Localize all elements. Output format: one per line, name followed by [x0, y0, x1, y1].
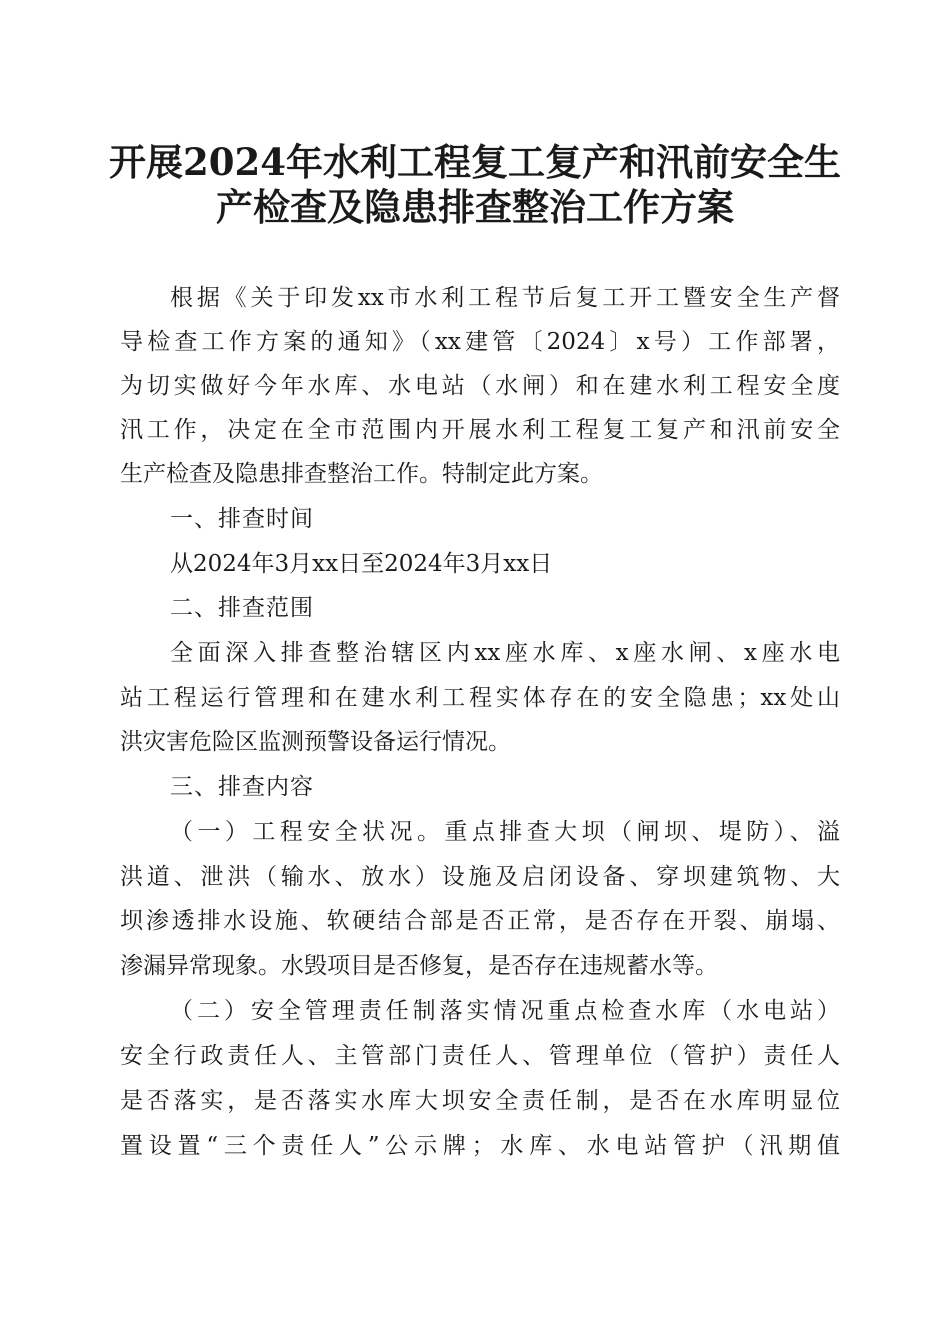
section-heading-content: 三、排查内容 — [170, 774, 314, 800]
content-item-1-line-2: 洪道、泄洪（输水、放水）设施及启闭设备、穿坝建筑物、大 — [120, 864, 840, 890]
content-item-1-line-1: （一）工程安全状况。重点排查大坝（闸坝、堤防）、溢 — [170, 819, 840, 845]
intro-line-4: 汛工作，决定在全市范围内开展水利工程复工复产和汛前安全 — [120, 417, 840, 443]
content-item-1-line-3: 坝渗透排水设施、软硬结合部是否正常，是否存在开裂、崩塌、 — [120, 908, 840, 934]
intro-line-1: 根据《关于印发xx市水利工程节后复工开工暨安全生产督 — [170, 285, 840, 311]
section-scope-line-1: 全面深入排查整治辖区内xx座水库、x座水闸、x座水电 — [170, 640, 840, 666]
section-heading-scope: 二、排查范围 — [170, 595, 314, 621]
content-item-2-line-4: 置设置“三个责任人”公示牌；水库、水电站管护（汛期值 — [120, 1133, 840, 1159]
section-heading-time: 一、排查时间 — [170, 506, 314, 532]
content-item-2-line-2: 安全行政责任人、主管部门责任人、管理单位（管护）责任人 — [120, 1043, 840, 1069]
document-title-line-2: 产检查及隐患排查整治工作方案 — [216, 185, 734, 229]
section-time-line-1: 从2024年3月xx日至2024年3月xx日 — [170, 551, 553, 577]
intro-line-2: 导检查工作方案的通知》（xx建管〔2024〕x号）工作部署， — [120, 329, 840, 355]
content-item-2-line-3: 是否落实，是否落实水库大坝安全责任制，是否在水库明显位 — [120, 1088, 840, 1114]
intro-line-3: 为切实做好今年水库、水电站（水闸）和在建水利工程安全度 — [120, 373, 840, 399]
document-title-line-1: 开展2024年水利工程复工复产和汛前安全生 — [109, 140, 841, 184]
intro-line-5: 生产检查及隐患排查整治工作。特制定此方案。 — [120, 461, 603, 487]
section-scope-line-2: 站工程运行管理和在建水利工程实体存在的安全隐患；xx处山 — [120, 685, 840, 711]
section-scope-line-3: 洪灾害危险区监测预警设备运行情况。 — [120, 729, 511, 755]
content-item-1-line-4: 渗漏异常现象。水毁项目是否修复，是否存在违规蓄水等。 — [120, 953, 718, 979]
content-item-2-line-1: （二）安全管理责任制落实情况重点检查水库（水电站） — [170, 998, 840, 1024]
